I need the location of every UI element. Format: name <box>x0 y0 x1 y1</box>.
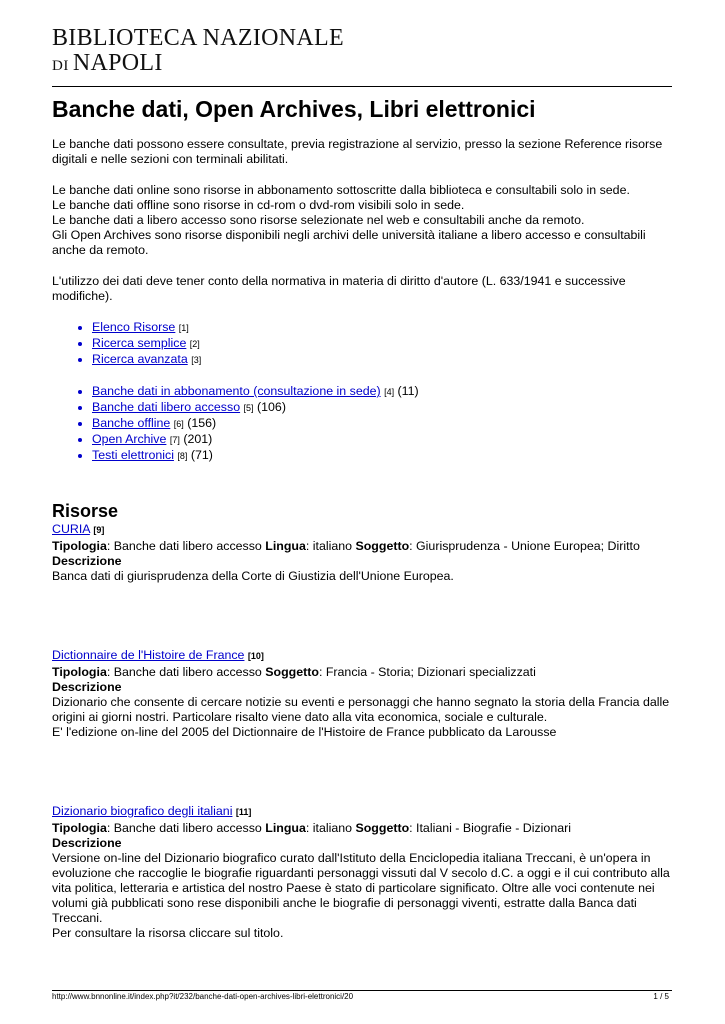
footer-divider <box>52 990 672 991</box>
footer-url: http://www.bnnonline.it/index.php?it/232/banche-dati-open-archives-libri-elettronici/20 <box>52 992 354 1001</box>
list-item <box>92 320 674 336</box>
list-item <box>92 432 674 448</box>
label-soggetto: Soggetto <box>355 821 410 835</box>
category-count: (201) <box>183 432 213 446</box>
resource-description: Per consultare la risorsa cliccare sul titolo. <box>52 926 284 940</box>
footnote-ref: [11] <box>235 807 252 817</box>
logo-di: DI <box>52 58 69 74</box>
label-soggetto: Soggetto <box>355 539 410 553</box>
list-item <box>92 448 674 464</box>
list-item <box>92 352 674 368</box>
link-ricerca-semplice[interactable]: Ricerca semplice <box>92 336 187 350</box>
resource-title-link[interactable]: Dizionario biografico degli italiani <box>52 804 233 818</box>
list-item <box>92 384 674 400</box>
resource-description: Banca dati di giurisprudenza della Corte di Giustizia dell'Unione Europea. <box>52 569 454 583</box>
link-banche-dati-libero-accesso[interactable]: Banche dati libero accesso <box>92 400 241 414</box>
category-count: (156) <box>187 416 217 430</box>
header-divider <box>52 86 672 87</box>
resource-lingua: : italiano <box>305 539 356 553</box>
category-links-list <box>52 384 674 464</box>
label-lingua: Lingua <box>265 539 306 553</box>
intro-paragraph-1: Le banche dati possono essere consultate, previa registrazione al servizio, presso la sezione Reference risorse digitali e nelle sezioni con terminali abilitati. <box>52 137 663 166</box>
resource-soggetto: : Francia - Storia; Dizionari specializzati <box>318 665 536 679</box>
main-content <box>52 95 674 941</box>
resource-tipologia: : Banche dati libero accesso <box>106 665 266 679</box>
link-banche-dati-abbonamento[interactable]: Banche dati in abbonamento (consultazione in sede) <box>92 384 381 398</box>
resource-description: Dizionario che consente di cercare notizie su eventi e personaggi che hanno segnato la storia della Francia dalle origini ai giorni nostri. Particolare risalto viene dato alla vita economica, sociale e culturale. <box>52 695 670 724</box>
logo-line-1: BIBLIOTECA NAZIONALE <box>52 25 344 51</box>
label-tipologia: Tipologia <box>52 821 107 835</box>
footnote-ref: [9] <box>93 525 105 535</box>
footnote-ref: [8] <box>177 451 188 461</box>
link-elenco-risorse[interactable]: Elenco Risorse <box>92 320 176 334</box>
resource-description: Versione on-line del Dizionario biografico curato dall'Istituto della Enciclopedia italiana Treccani, è un'opera in evoluzione che raccoglie le biografie riguardanti personaggi vissuti dal V secolo d.C. a oggi e il cui contributo alla vita politica, letteraria e artistica del nostro Paese è stato di particolare significato. Oltre alle voci contenute nei volumi già pubblicati sono rese disponibili anche le biografie di personaggi viventi, estratte dalla Banca dati Treccani. <box>52 851 670 925</box>
link-banche-offline[interactable]: Banche offline <box>92 416 171 430</box>
label-tipologia: Tipologia <box>52 665 107 679</box>
resource-entry-dictionnaire <box>52 648 674 740</box>
footnote-ref: [7] <box>169 435 180 445</box>
page-number: 1 / 5 <box>653 992 669 1001</box>
resource-title-link[interactable]: CURIA <box>52 522 90 536</box>
intro-line-free: Le banche dati a libero accesso sono risorse selezionate nel web e consultabili anche da remoto. <box>52 213 585 227</box>
label-descrizione: Descrizione <box>52 836 122 850</box>
resource-entry-dizionario-biografico <box>52 804 674 941</box>
resource-description: E' l'edizione on-line del 2005 del Dictionnaire de l'Histoire de France pubblicato da Larousse <box>52 725 557 739</box>
resource-tipologia: : Banche dati libero accesso <box>106 821 266 835</box>
category-count: (71) <box>190 448 213 462</box>
logo-napoli: NAPOLI <box>72 50 163 76</box>
footnote-ref: [5] <box>243 403 254 413</box>
intro-line-online: Le banche dati online sono risorse in abbonamento sottoscritte dalla biblioteca e consultabili solo in sede. <box>52 183 630 197</box>
library-logo <box>52 26 344 75</box>
label-descrizione: Descrizione <box>52 680 122 694</box>
link-testi-elettronici[interactable]: Testi elettronici <box>92 448 174 462</box>
intro-paragraph-copyright: L'utilizzo dei dati deve tener conto della normativa in materia di diritto d'autore (L. 633/1941 e successive modifiche). <box>52 274 626 303</box>
label-soggetto: Soggetto <box>265 665 319 679</box>
footnote-ref: [6] <box>173 419 184 429</box>
footnote-ref: [4] <box>384 387 395 397</box>
resource-title-link[interactable]: Dictionnaire de l'Histoire de France <box>52 648 245 662</box>
resources-heading: Risorse <box>52 501 119 521</box>
list-item <box>92 336 674 352</box>
footnote-ref: [2] <box>189 339 200 349</box>
footnote-ref: [3] <box>191 355 202 365</box>
resource-soggetto: : Italiani - Biografie - Dizionari <box>409 821 571 835</box>
category-count: (11) <box>397 384 419 398</box>
category-count: (106) <box>257 400 286 414</box>
link-ricerca-avanzata[interactable]: Ricerca avanzata <box>92 352 188 366</box>
label-descrizione: Descrizione <box>52 554 122 568</box>
footnote-ref: [10] <box>247 651 264 661</box>
list-item <box>92 416 674 432</box>
label-lingua: Lingua <box>265 821 306 835</box>
resource-soggetto: : Giurisprudenza - Unione Europea; Diritto <box>409 539 640 553</box>
resource-entry-curia <box>52 522 674 584</box>
resource-tipologia: : Banche dati libero accesso <box>106 539 266 553</box>
link-open-archive[interactable]: Open Archive <box>92 432 167 446</box>
page-title: Banche dati, Open Archives, Libri elettronici <box>52 96 536 122</box>
intro-line-open-archives: Gli Open Archives sono risorse disponibili negli archivi delle università italiane a libero accesso e consultabili anche da remoto. <box>52 228 646 257</box>
list-item <box>92 400 674 416</box>
intro-paragraph-2 <box>52 183 674 258</box>
intro-line-offline: Le banche dati offline sono risorse in cd-rom o dvd-rom visibili solo in sede. <box>52 198 465 212</box>
resource-lingua: : italiano <box>305 821 356 835</box>
label-tipologia: Tipologia <box>52 539 107 553</box>
logo-line-2 <box>52 51 344 75</box>
search-links-list <box>52 320 674 368</box>
footnote-ref: [1] <box>178 323 189 333</box>
